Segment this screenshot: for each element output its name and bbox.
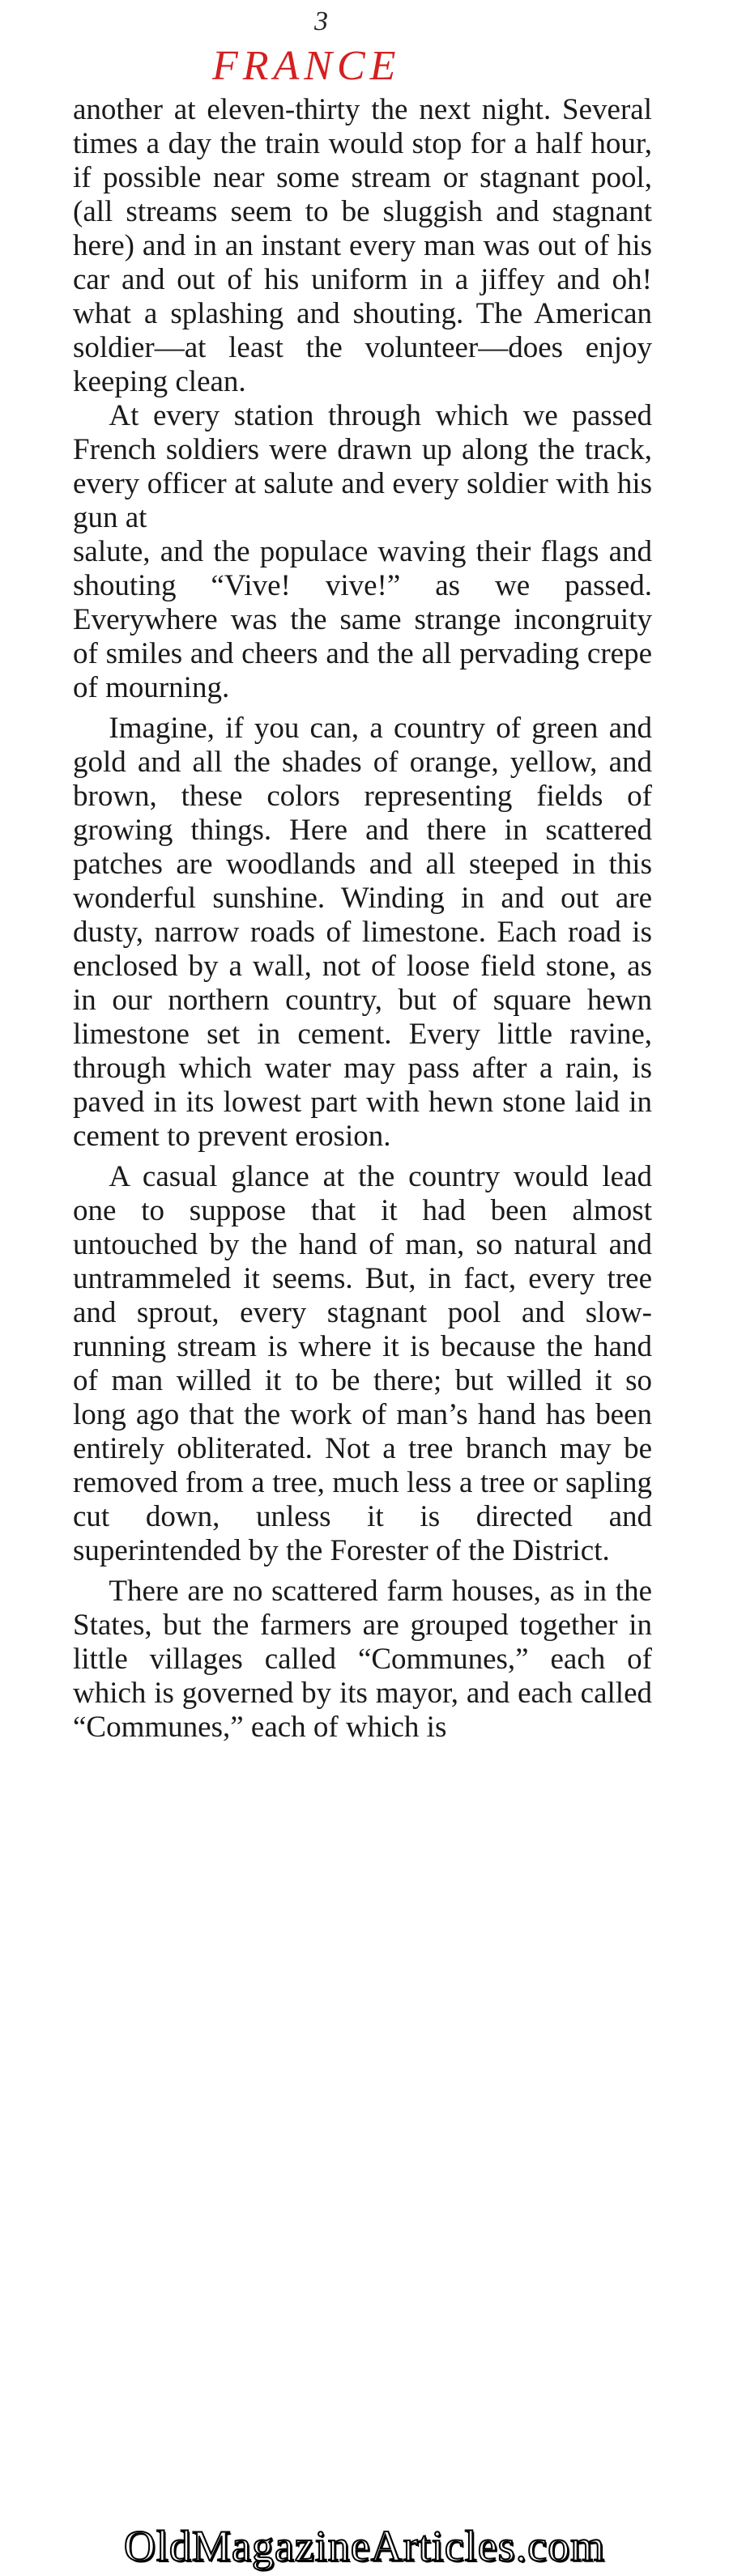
article-paragraph: another at eleven-thirty the next night. Several times a day the train would stop for a half hour, if possible near some stream or stagnant pool, (all streams seem to be sluggish and stagnant here) and in an instant every man was out of his car and out of his uniform in a jiffey and oh! what a splashing and shouting. The American soldier—at least the volunteer—does enjoy keeping clean. [73,93,652,398]
article-paragraph: At every station through which we passed French soldiers were drawn up along the track, every officer at salute and every soldier with his gun at [73,399,652,534]
page-number: 3 [314,6,328,36]
article-body [73,93,652,1745]
article-paragraph: There are no scattered farm houses, as in the States, but the farmers are grouped together in little villages called “Communes,” each of which is governed by its mayor, and each called “Communes,” each of which is [73,1575,652,1744]
section-title: FRANCE [212,43,401,89]
footer-brand-logo: OldMagazineArticles.com [123,2522,606,2570]
article-paragraph: Imagine, if you can, a country of green and gold and all the shades of orange, yellow, and brown, these colors representing fields of growing things. Here and there in scattered patches are woodlands and all steeped in this wonderful sunshine. Winding in and out are dusty, narrow roads of limestone. Each road is enclosed by a wall, not of loose field stone, as in our northern country, but of square hewn limestone set in cement. Every little ravine, through which water may pass after a rain, is paved in its lowest part with hewn stone laid in cement to prevent erosion. [73,712,652,1153]
article-paragraph: A casual glance at the country would lead one to suppose that it had been almost untouched by the hand of man, so natural and untrammeled it seems. But, in fact, every tree and sprout, every stagnant pool and slow-running stream is where it is because the hand of man willed it to be there; but willed it so long ago that the work of man’s hand has been entirely obliterated. Not a tree branch may be removed from a tree, much less a tree or sapling cut down, unless it is directed and superintended by the Forester of the District. [73,1160,652,1567]
article-paragraph: salute, and the populace waving their flags and shouting “Vive! vive!” as we passed. Everywhere was the same strange incongruity of smiles and cheers and the all pervading crepe of mourning. [73,535,652,704]
